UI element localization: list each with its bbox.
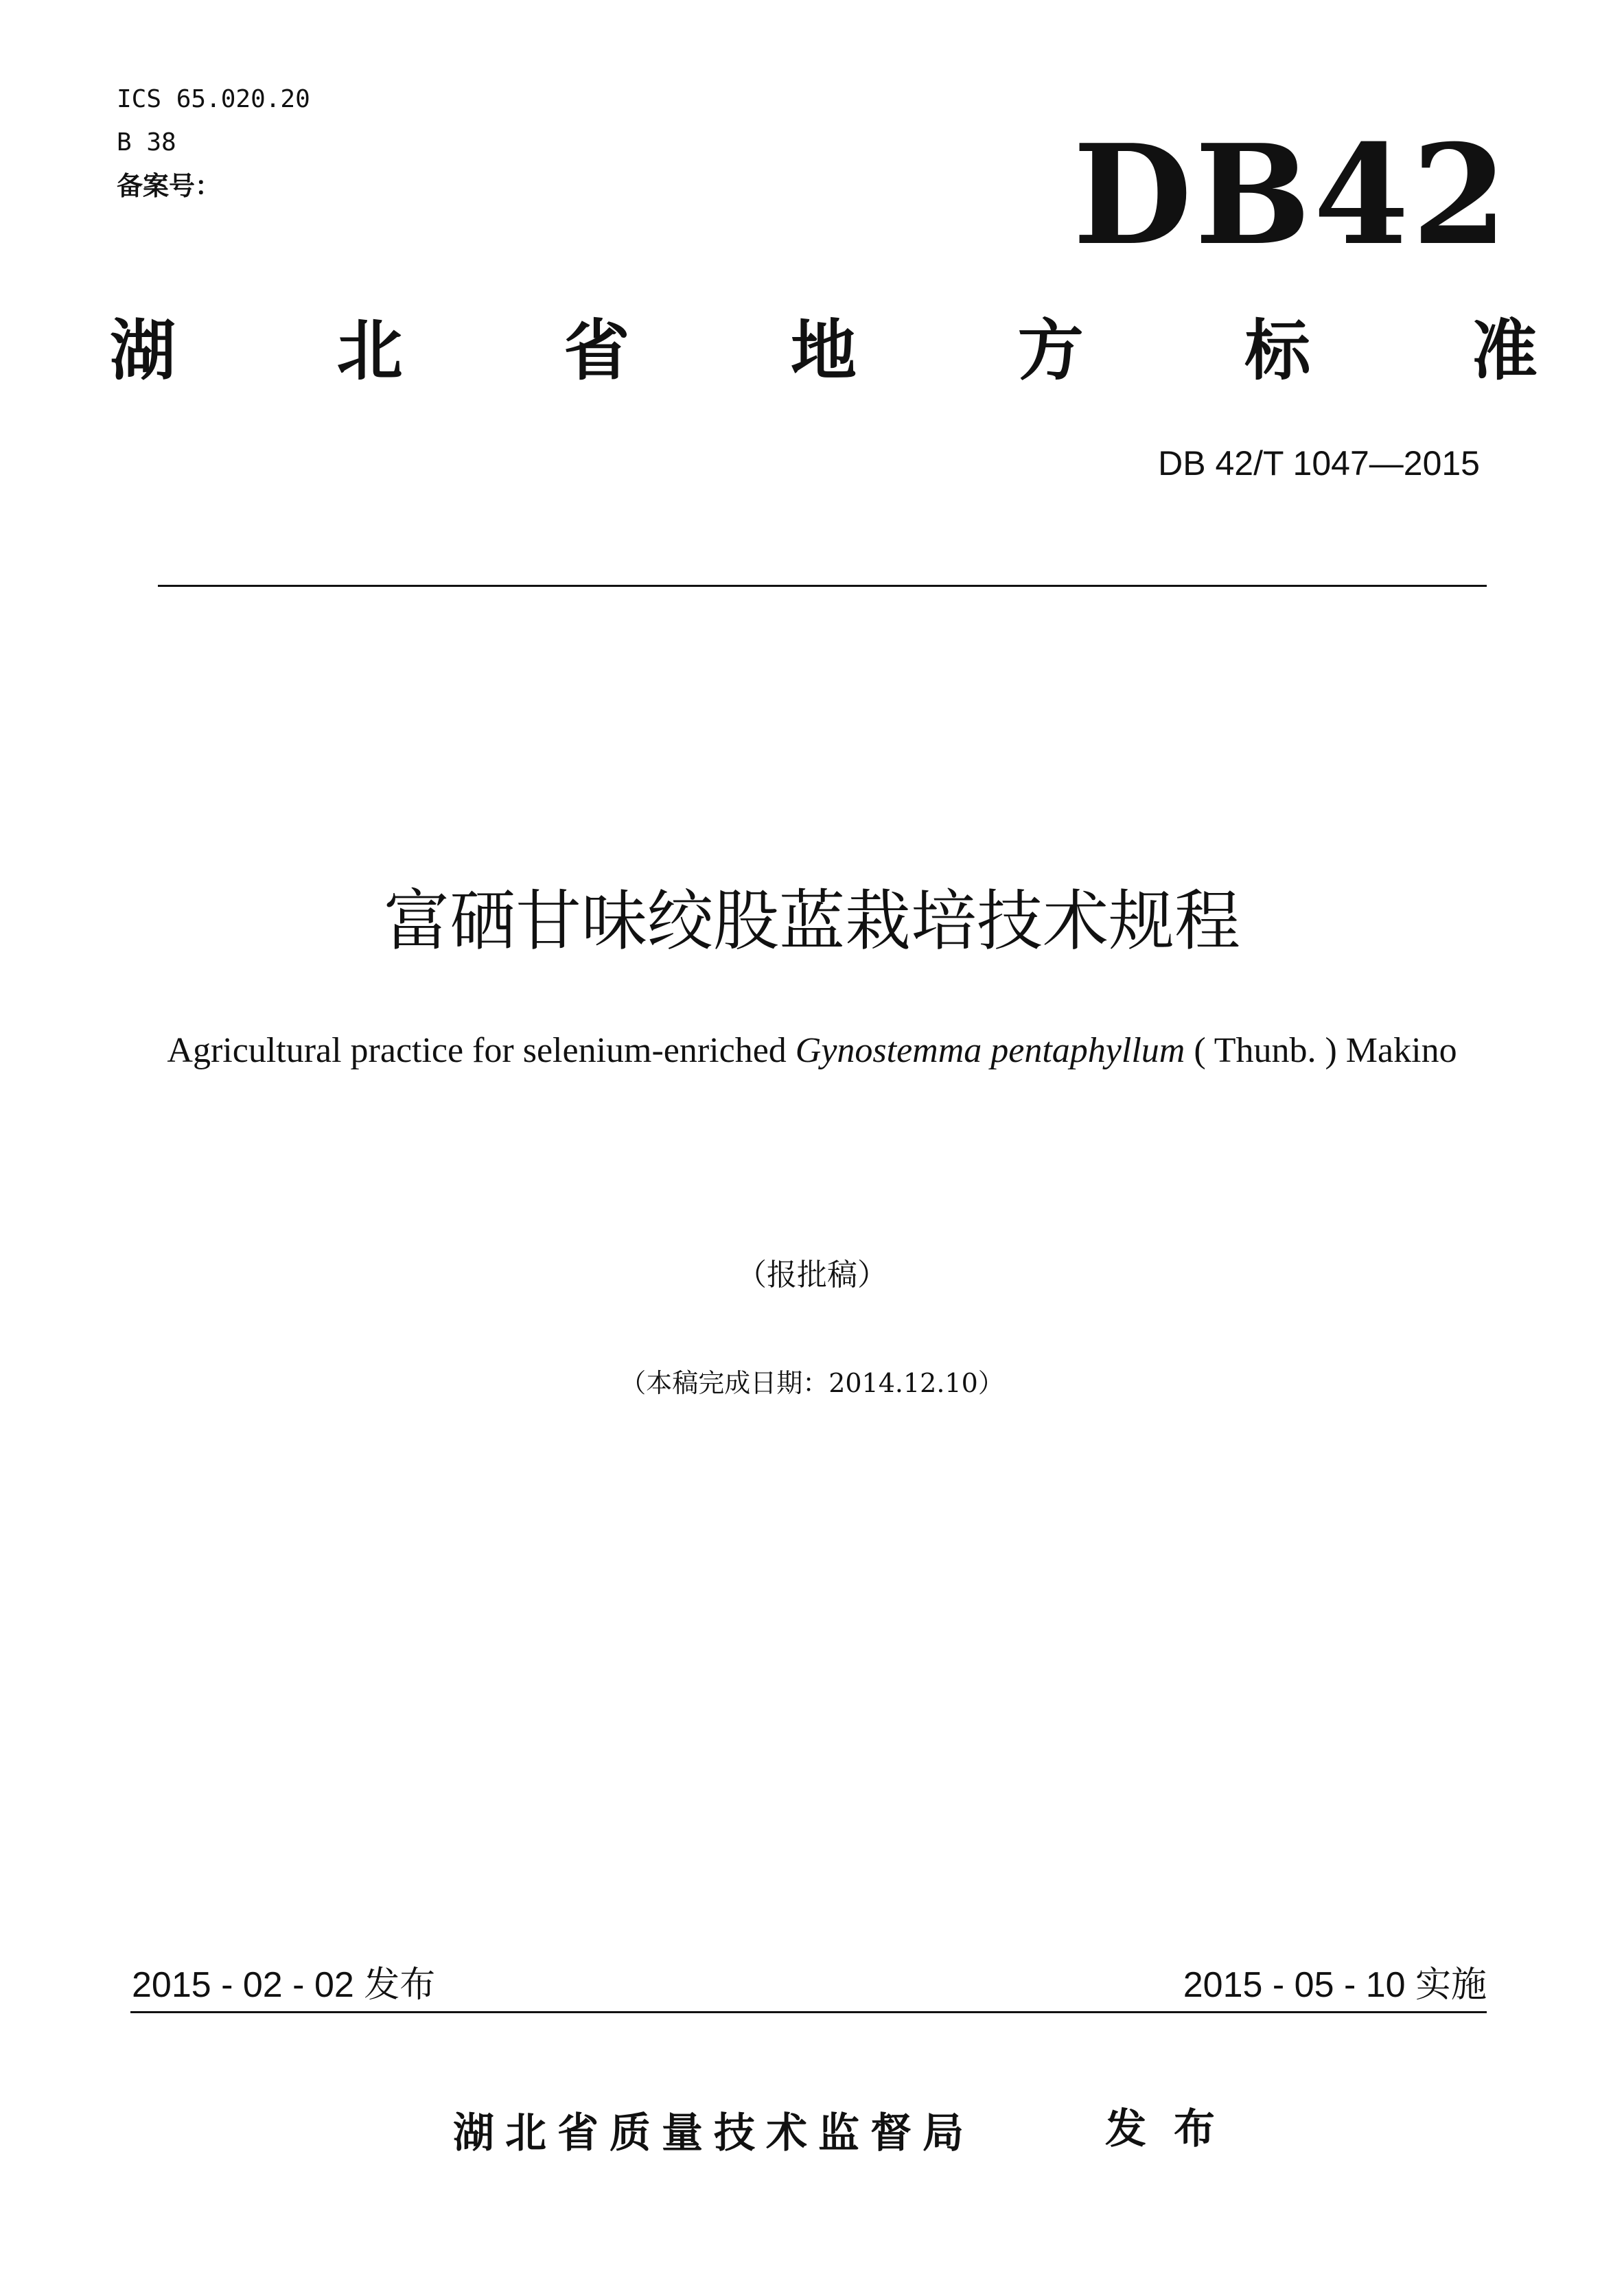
standard-type-char: 湖 — [110, 312, 176, 389]
standard-type-char: 地 — [790, 312, 857, 389]
ics-code: ICS 65.020.20 — [117, 85, 310, 113]
filing-number-label: 备案号： — [117, 171, 222, 201]
standard-type-char: 准 — [1471, 312, 1538, 389]
publisher-name: 湖北省质量技术监督局 — [453, 2109, 975, 2157]
publish-label: 发布 — [1105, 2105, 1242, 2153]
standard-type-char: 方 — [1017, 312, 1084, 389]
header-divider — [158, 585, 1487, 587]
title-english-suffix: ( Thunb. ) Makino — [1185, 1031, 1457, 1070]
standard-type-char: 标 — [1244, 312, 1311, 389]
draft-status: （报批稿） — [736, 1257, 888, 1292]
standard-type-banner — [110, 312, 1538, 389]
title-english-prefix: Agricultural practice for selenium-enriched — [167, 1031, 796, 1070]
ccs-code: B 38 — [117, 128, 176, 156]
issue-date: 2015 - 02 - 02 发布 — [132, 1965, 436, 2005]
implementation-date: 2015 - 05 - 10 实施 — [1183, 1965, 1487, 2005]
standard-number: DB 42/T 1047—2015 — [1158, 444, 1480, 483]
db-code-logo: DB42 — [1073, 115, 1510, 276]
draft-completion-date: （本稿完成日期：2014.12.10） — [620, 1368, 1004, 1398]
title-english — [0, 1033, 1624, 1069]
title-english-species: Gynostemma pentaphyllum — [795, 1031, 1185, 1070]
title-chinese: 富硒甘味绞股蓝栽培技术规程 — [384, 883, 1240, 960]
standard-type-char: 北 — [336, 312, 403, 389]
dates-divider — [130, 2011, 1487, 2013]
standard-type-char: 省 — [564, 312, 630, 389]
